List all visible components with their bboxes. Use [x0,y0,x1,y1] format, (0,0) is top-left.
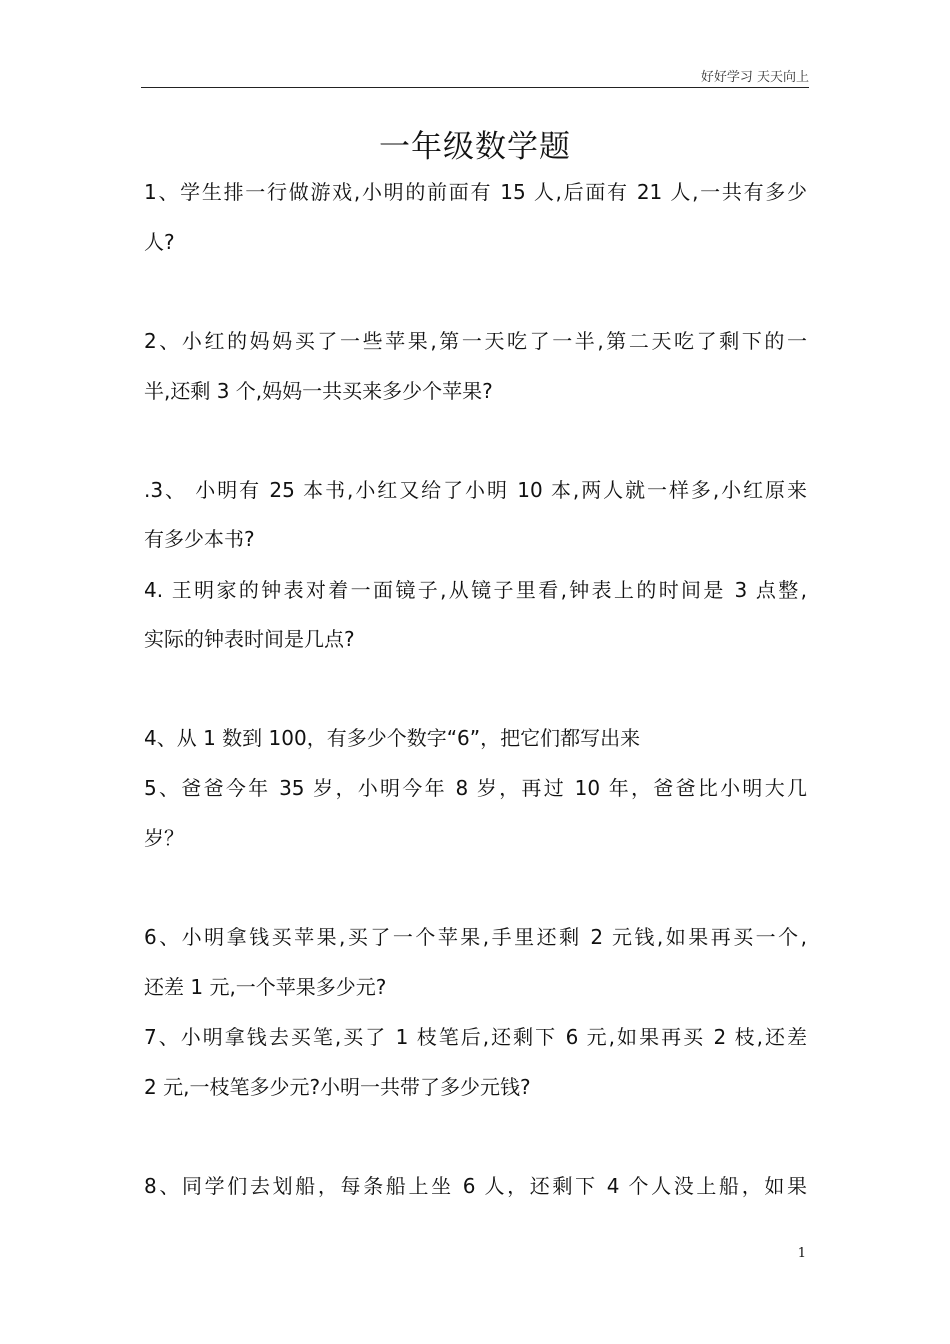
text-line: 5、爸爸今年 35 岁，小明今年 8 岁，再过 10 年，爸爸比小明大几 [144,776,807,800]
text-line: 8、同学们去划船，每条船上坐 6 人，还剩下 4 个人没上船，如果 [144,1174,807,1198]
text-line: 人? [144,230,175,254]
text-line: .3、 小明有 25 本书,小红又给了小明 10 本,两人就一样多,小红原来 [144,478,807,502]
text-line: 实际的钟表时间是几点? [144,627,355,651]
text-line: 岁？ [144,826,184,850]
text-line: 还差 1 元,一个苹果多少元? [144,975,387,999]
text-line: 有多少本书? [144,527,255,551]
header-motto: 好好学习 天天向上 [700,70,809,85]
text-line: 2 元,一枝笔多少元?小明一共带了多少元钱? [144,1075,531,1099]
text-line: 4、从 1 数到 100，有多少个数字“6”，把它们都写出来 [144,726,641,750]
page-title: 一年级数学题 [379,129,571,165]
text-line: 7、小明拿钱去买笔,买了 1 枝笔后,还剩下 6 元,如果再买 2 枝,还差 [144,1025,807,1049]
text-line: 半,还剩 3 个,妈妈一共买来多少个苹果? [144,379,493,403]
text-line: 6、小明拿钱买苹果,买了一个苹果,手里还剩 2 元钱,如果再买一个, [144,925,807,949]
header-divider [141,87,809,88]
page-number: 1 [797,1246,806,1261]
text-line: 4. 王明家的钟表对着一面镜子,从镜子里看,钟表上的时间是 3 点整, [144,578,807,602]
text-line: 1、学生排一行做游戏,小明的前面有 15 人,后面有 21 人,一共有多少 [144,180,807,204]
text-line: 2、小红的妈妈买了一些苹果,第一天吃了一半,第二天吃了剩下的一 [144,329,807,353]
